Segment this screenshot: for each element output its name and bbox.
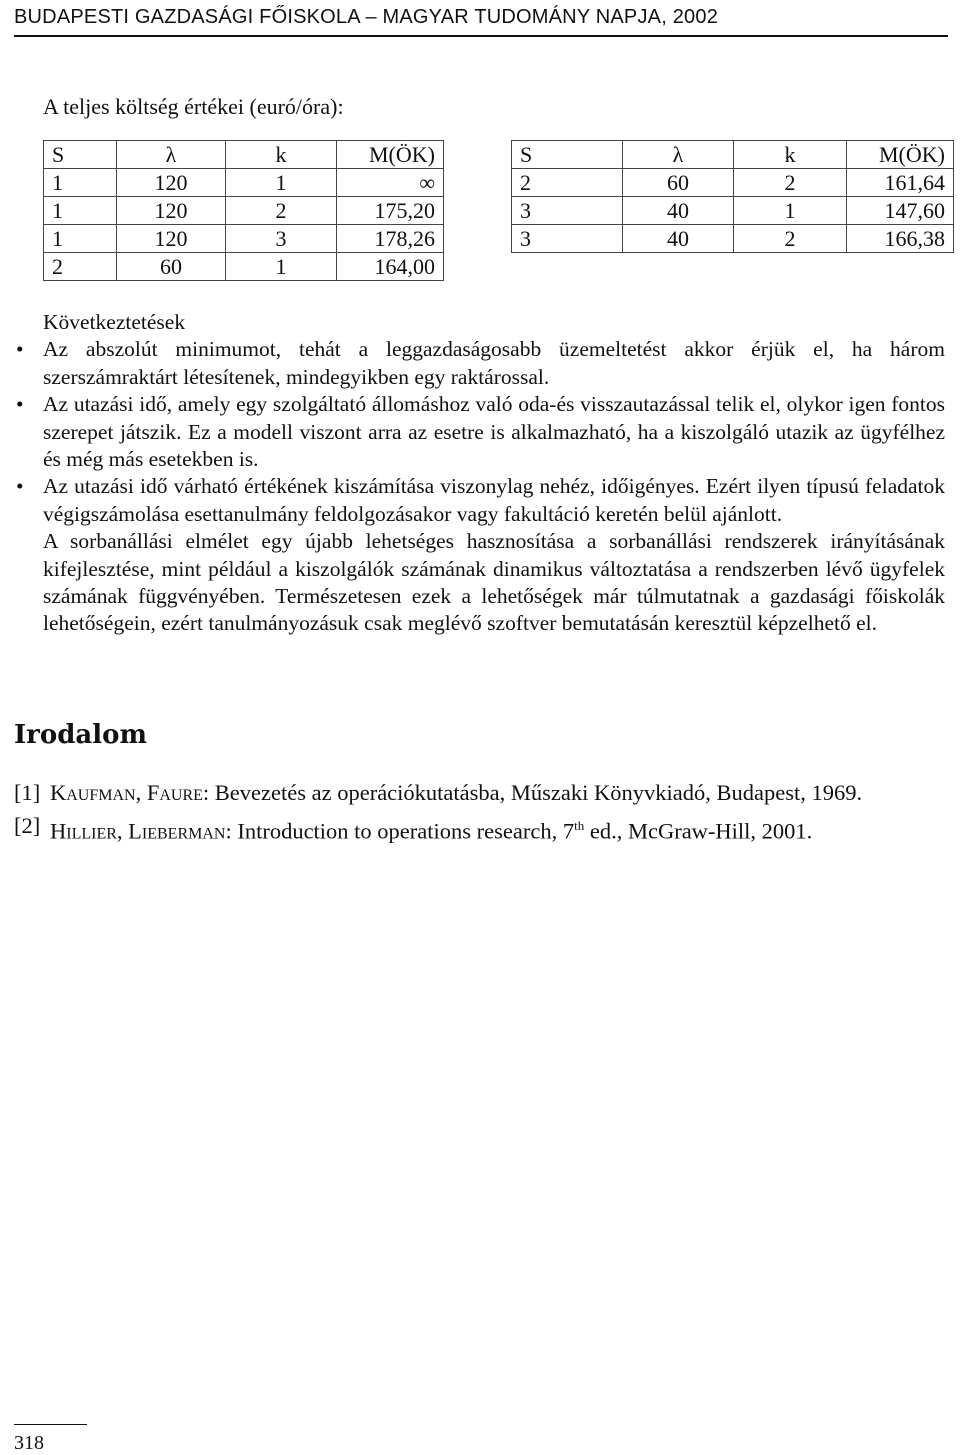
- table-row: [44, 169, 444, 197]
- page-number: 318: [14, 1432, 44, 1454]
- table-row: [512, 197, 954, 225]
- table-cell: 120: [117, 169, 226, 197]
- table-cell: 120: [117, 197, 226, 225]
- list-item: [16, 473, 945, 528]
- header-cell: k: [734, 141, 847, 169]
- section-title: Következtetések: [43, 310, 186, 334]
- header-cell: k: [226, 141, 337, 169]
- reference-item: [14, 778, 945, 807]
- table-cell: 3: [512, 197, 623, 225]
- table-header-row: [512, 141, 954, 169]
- header-cell: S: [512, 141, 623, 169]
- table-cell: 1: [734, 197, 847, 225]
- reference-text: Introduction to operations research, 7: [231, 818, 575, 844]
- list-item: [16, 336, 945, 391]
- bullet-icon: •: [16, 337, 24, 362]
- reference-text: ed., McGraw-Hill, 2001.: [584, 818, 813, 844]
- reference-number: [2]: [14, 813, 41, 838]
- reference-authors: Hillier, Lieberman:: [50, 818, 232, 844]
- list-item-text: Az utazási idő várható értékének kiszámítása viszonylag nehéz, időigényes. Ezért ilyen típusú feladatok végigszámolása esettanulmány feldolgozásakor vagy fakultáció keretén belül ajánlott.: [43, 474, 945, 526]
- table-row: [44, 253, 444, 281]
- list-item-text: Az utazási idő, amely egy szolgáltató állomáshoz való oda-és visszautazással telik el, olykor igen fontos szerepet játszik. Ez a modell viszont arra az esetre is alkalmazható, ha a kiszolgáló utazik az ügyfélhez és még más esetekben is.: [43, 392, 945, 472]
- table-cell: 178,26: [337, 225, 444, 253]
- bullet-icon: •: [16, 392, 24, 417]
- reference-number: [1]: [14, 780, 41, 805]
- conclusions-section: [16, 309, 945, 638]
- bullet-icon: •: [16, 474, 24, 499]
- table-cell: 3: [512, 225, 623, 253]
- header-cell: M(ÖK): [337, 141, 444, 169]
- table-cell: 60: [117, 253, 226, 281]
- reference-authors: Kaufman, Faure:: [50, 780, 210, 805]
- reference-text: Bevezetés az operációkutatásba, Műszaki Könyvkiadó, Budapest, 1969.: [209, 780, 863, 805]
- table-cell: 2: [734, 169, 847, 197]
- conclusions-list: [16, 336, 945, 528]
- table-row: [44, 225, 444, 253]
- header-cell: M(ÖK): [847, 141, 954, 169]
- table-header-row: [44, 141, 444, 169]
- table-cell: 3: [226, 225, 337, 253]
- reference-list: [14, 778, 945, 850]
- table-cell: 60: [623, 169, 734, 197]
- footer-rule: [14, 1424, 87, 1425]
- list-item: [16, 391, 945, 473]
- header-cell: S: [44, 141, 117, 169]
- table-cell: 166,38: [847, 225, 954, 253]
- table-cell: 147,60: [847, 197, 954, 225]
- running-header: BUDAPESTI GAZDASÁGI FŐISKOLA – MAGYAR TUDOMÁNY NAPJA, 2002: [14, 6, 948, 37]
- table-cell: 40: [623, 225, 734, 253]
- table-row: [512, 225, 954, 253]
- table-cell: ∞: [337, 169, 444, 197]
- reference-superscript: th: [574, 818, 585, 833]
- table-cell: 161,64: [847, 169, 954, 197]
- cost-table-left: [43, 140, 444, 281]
- table-cell: 1: [44, 197, 117, 225]
- table-cell: 1: [44, 169, 117, 197]
- reference-item: [14, 811, 945, 846]
- table-cell: 1: [226, 169, 337, 197]
- body-paragraph: A sorbanállási elmélet egy újabb lehetséges hasznosítása a sorbanállási rendszerek irányításának kifejlesztése, mint például a kiszolgálók számának dinamikus változtatása a rendszerben lévő ügyfelek számának függvényében. Természetesen ezek a lehetőségek már túlmutatnak a gazdasági főiskolák lehetőségein, ezért tanulmányozásuk csak meglévő szoftver bemutatásán keresztül képzelhető el.: [43, 529, 945, 636]
- list-item-text: Az abszolút minimumot, tehát a leggazdaságosabb üzemeltetést akkor érjük el, ha három szerszámraktárt létesítenek, mindegyikben egy raktárossal.: [43, 337, 945, 389]
- table-cell: 1: [226, 253, 337, 281]
- header-cell: λ: [623, 141, 734, 169]
- cost-table-right: [511, 140, 954, 253]
- table-cell: 1: [44, 225, 117, 253]
- table-row: [44, 197, 444, 225]
- table-cell: 40: [623, 197, 734, 225]
- table-cell: 2: [226, 197, 337, 225]
- table-cell: 175,20: [337, 197, 444, 225]
- table-cell: 120: [117, 225, 226, 253]
- table-row: [512, 169, 954, 197]
- table-caption: A teljes költség értékei (euró/óra):: [43, 94, 344, 119]
- header-cell: λ: [117, 141, 226, 169]
- table-cell: 2: [44, 253, 117, 281]
- table-cell: 164,00: [337, 253, 444, 281]
- table-cell: 2: [734, 225, 847, 253]
- table-cell: 2: [512, 169, 623, 197]
- bibliography-heading: Irodalom: [14, 720, 147, 750]
